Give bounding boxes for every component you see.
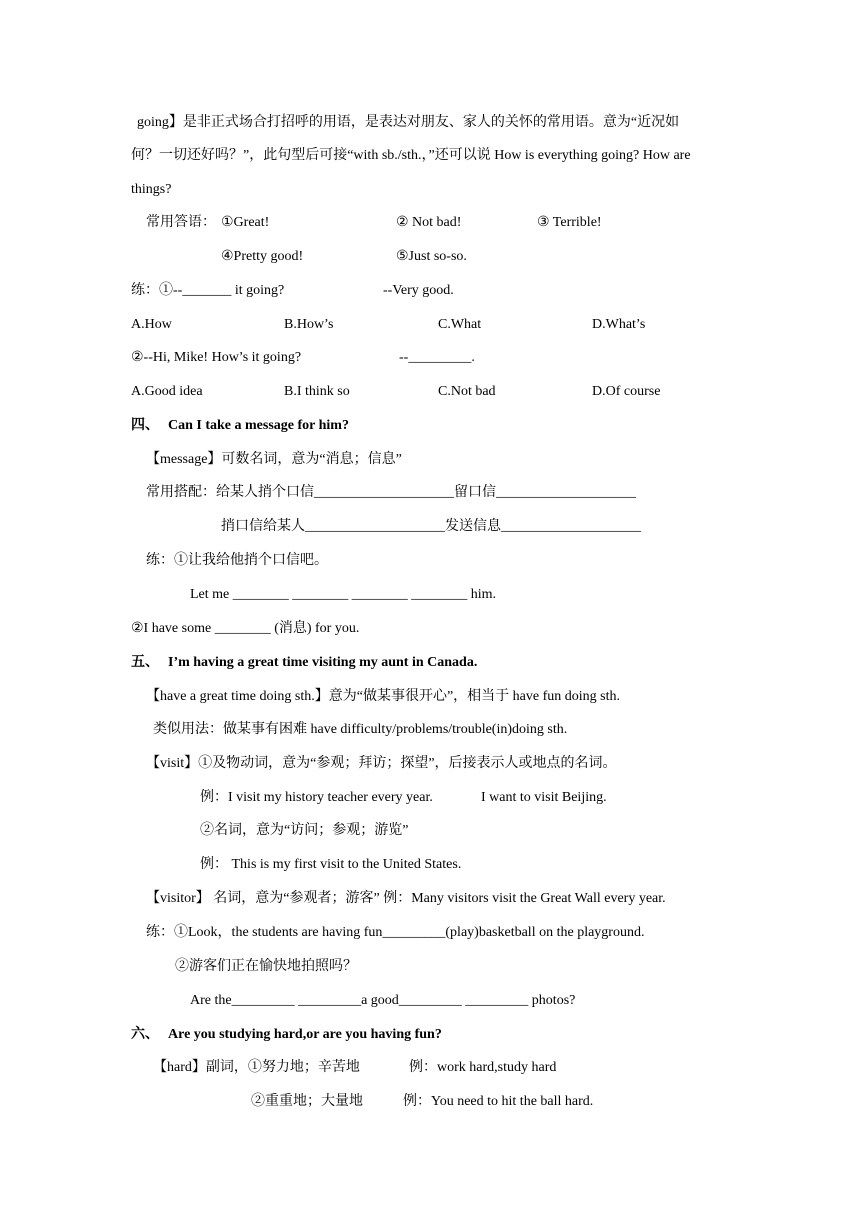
exercise-reply-2: --_________. <box>399 350 475 365</box>
visit-example-2: 例： This is my first visit to the United States. <box>200 857 462 872</box>
answer-2: ② Not bad! <box>396 215 462 230</box>
collocations-line-1: 常用搭配：给某人捎个口信____________________留口信____________________ <box>146 485 636 500</box>
hard-example-2: 例：You need to hit the ball hard. <box>403 1094 594 1109</box>
exercise-2: ②I have some ________ (消息) for you. <box>131 621 360 636</box>
option-a: A.How <box>131 317 172 332</box>
section-4-heading: Can I take a message for him? <box>168 418 349 433</box>
answer-1: ①Great! <box>221 215 270 230</box>
hard-definition-2: ②重重地；大量地 <box>251 1094 363 1109</box>
section-6-heading: Are you studying hard,or are you having fun? <box>168 1027 442 1042</box>
section-5-heading: I’m having a great time visiting my aunt in Canada. <box>168 655 478 670</box>
option-a: A.Good idea <box>131 384 203 399</box>
exercise-question-1: 练：①--_______ it going? <box>131 283 285 298</box>
option-c: C.What <box>438 317 482 332</box>
section-5-number: 五、 <box>131 655 159 670</box>
exercise-question-2: ②--Hi, Mike! How’s it going? <box>131 350 302 365</box>
option-d: D.What’s <box>592 317 646 332</box>
answers-label: 常用答语： <box>146 215 216 230</box>
similar-usage-note: 类似用法：做某事有困难 have difficulty/problems/trouble(in)doing sth. <box>153 722 568 737</box>
option-c: C.Not bad <box>438 384 496 399</box>
section-6-number: 六、 <box>131 1027 159 1042</box>
visit-example-1: 例：I visit my history teacher every year. <box>200 790 433 805</box>
exercise-reply-1: --Very good. <box>383 283 454 298</box>
section-4-number: 四、 <box>131 418 159 433</box>
answer-3: ③ Terrible! <box>537 215 602 230</box>
visit-definition-1: 【visit】①及物动词，意为“参观；拜访；探望”，后接表示人或地点的名词。 <box>146 756 617 771</box>
option-b: B.How’s <box>284 317 334 332</box>
intro-line-3: things? <box>131 182 172 197</box>
option-d: D.Of course <box>592 384 661 399</box>
option-b: B.I think so <box>284 384 350 399</box>
hard-definition-1: 【hard】副词，①努力地；辛苦地 <box>153 1060 360 1075</box>
exercise-3: Are the_________ _________a good_________ _________ photos? <box>190 993 576 1008</box>
intro-line-2: 何？一切还好吗？”，此句型后可接“with sb./sth.，”还可以说 How is everything going? How are <box>131 148 691 163</box>
have-great-time-note: 【have a great time doing sth.】意为“做某事很开心”，相当于 have fun doing sth. <box>146 689 620 704</box>
exercise-label: 练：①让我给他捎个口信吧。 <box>146 553 328 568</box>
answer-5: ⑤Just so-so. <box>396 249 467 264</box>
message-note: 【message】可数名词，意为“消息；信息” <box>146 452 402 467</box>
visit-example-1b: I want to visit Beijing. <box>481 790 607 805</box>
answer-4: ④Pretty good! <box>221 249 304 264</box>
exercise-fill-line: Let me ________ ________ ________ ________ him. <box>190 587 497 602</box>
visitor-definition: 【visitor】 名词，意为“参观者；游客” 例：Many visitors visit the Great Wall every year. <box>146 891 666 906</box>
intro-line-1: going】是非正式场合打招呼的用语，是表达对朋友、家人的关怀的常用语。意为“近况如 <box>137 115 680 130</box>
hard-example-1: 例：work hard,study hard <box>409 1060 557 1075</box>
exercise-2: ②游客们正在愉快地拍照吗？ <box>175 959 357 974</box>
collocations-line-2: 捎口信给某人____________________发送信息____________________ <box>221 519 641 534</box>
exercise-1: 练：①Look，the students are having fun_________(play)basketball on the playground. <box>146 925 645 940</box>
visit-definition-2: ②名词，意为“访问；参观；游览” <box>200 823 409 838</box>
